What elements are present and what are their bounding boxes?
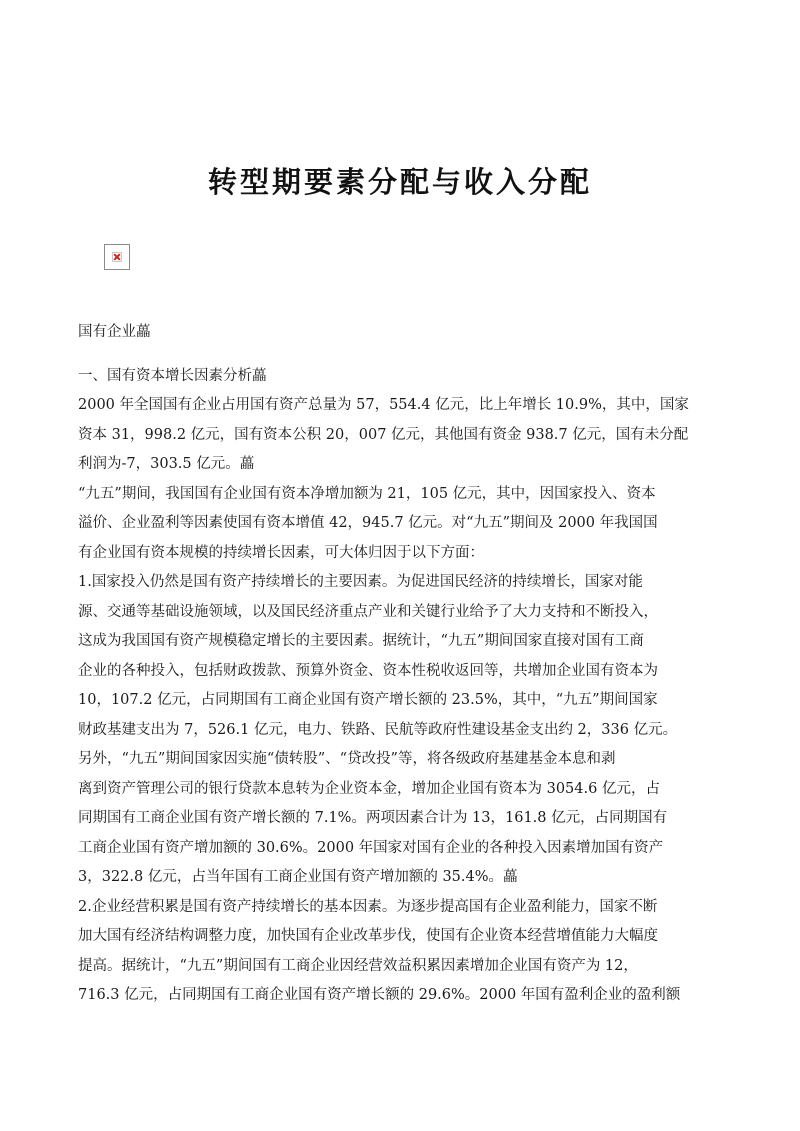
document-title: 转型期要素分配与收入分配 (207, 165, 592, 199)
text-line: 利润为-7，303.5 亿元。藟 (78, 456, 255, 472)
text-line: 提高。据统计，“九五”期间国有工商企业因经营效益积累因素增加企业国有资产为 12， (78, 957, 638, 974)
paragraph (78, 893, 720, 1011)
paragraph (78, 362, 720, 392)
text-line: 同期国有工商企业国有资产增长额的 7.1%。两项因素合计为 13，161.8 亿元，占同期国有 (78, 810, 668, 826)
paragraph-spacer (78, 348, 720, 362)
text-line: 离到资产管理公司的银行贷款本息转为企业资本金，增加企业国有资本为 3054.6 亿元，占 (78, 780, 660, 797)
broken-image-icon (104, 244, 130, 270)
text-line: 资本 31，998.2 亿元，国有资本公积 20，007 亿元，其他国有资金 938.7 亿元，国有未分配 (78, 426, 689, 443)
text-line: 10，107.2 亿元，占同期国有工商企业国有资产增长额的 23.5%，其中，“九五”期间国家 (78, 692, 658, 708)
text-line: 一、国有资本增长因素分析藟 (78, 367, 267, 384)
text-line: 3，322.8 亿元，占当年国有工商企业国有资产增加额的 35.4%。藟 (78, 869, 518, 885)
broken-image-x-mark (112, 252, 122, 262)
text-line: 716.3 亿元，占同期国有工商企业国有资产增长额的 29.6%。2000 年国有盈利企业的盈利额 (78, 987, 681, 1003)
text-line: 1.国家投入仍然是国有资产持续增长的主要因素。为促进国民经济的持续增长，国家对能 (78, 574, 643, 590)
paragraph (78, 318, 720, 348)
text-line: 有企业国有资本规模的持续增长因素，可大体归因于以下方面： (78, 544, 484, 561)
text-line: 财政基建支出为 7，526.1 亿元，电力、铁路、民航等政府性建设基金支出约 2，336 亿元。 (78, 721, 678, 738)
text-line: 企业的各种投入，包括财政拨款、预算外资金、资本性税收返回等，共增加企业国有资本为 (78, 662, 658, 679)
document-body (78, 318, 720, 1011)
text-line: 溢价、企业盈利等因素使国有资本增值 42，945.7 亿元。对“九五”期间及 2000 年我国国 (78, 515, 658, 531)
paragraph (78, 568, 720, 893)
text-line: 2.企业经营积累是国有资产持续增长的基本因素。为逐步提高国有企业盈利能力，国家不断 (78, 898, 658, 915)
text-line: 另外，“九五”期间国家因实施“债转股”、“贷改投”等，将各级政府基建基金本息和剥 (78, 751, 616, 767)
paragraph (78, 480, 720, 569)
text-line: 加大国有经济结构调整力度，加快国有企业改革步伐，使国有企业资本经营增值能力大幅度 (78, 928, 658, 944)
paragraph (78, 391, 720, 480)
text-line: 工商企业国有资产增加额的 30.6%。2000 年国家对国有企业的各种投入因素增加国有资产 (78, 839, 664, 856)
text-line: 国有企业藟 (78, 324, 151, 340)
text-line: 这成为我国国有资产规模稳定增长的主要因素。据统计，“九五”期间国家直接对国有工商 (78, 633, 644, 649)
text-line: 2000 年全国国有企业占用国有资产总量为 57，554.4 亿元，比上年增长 10.9%，其中，国家 (78, 397, 689, 413)
text-line: “九五”期间，我国国有企业国有资本净增加额为 21，105 亿元，其中，因国家投入、资本 (78, 485, 656, 502)
text-line: 源、交通等基础设施领域，以及国民经济重点产业和关键行业给予了大力支持和不断投入， (78, 603, 658, 620)
